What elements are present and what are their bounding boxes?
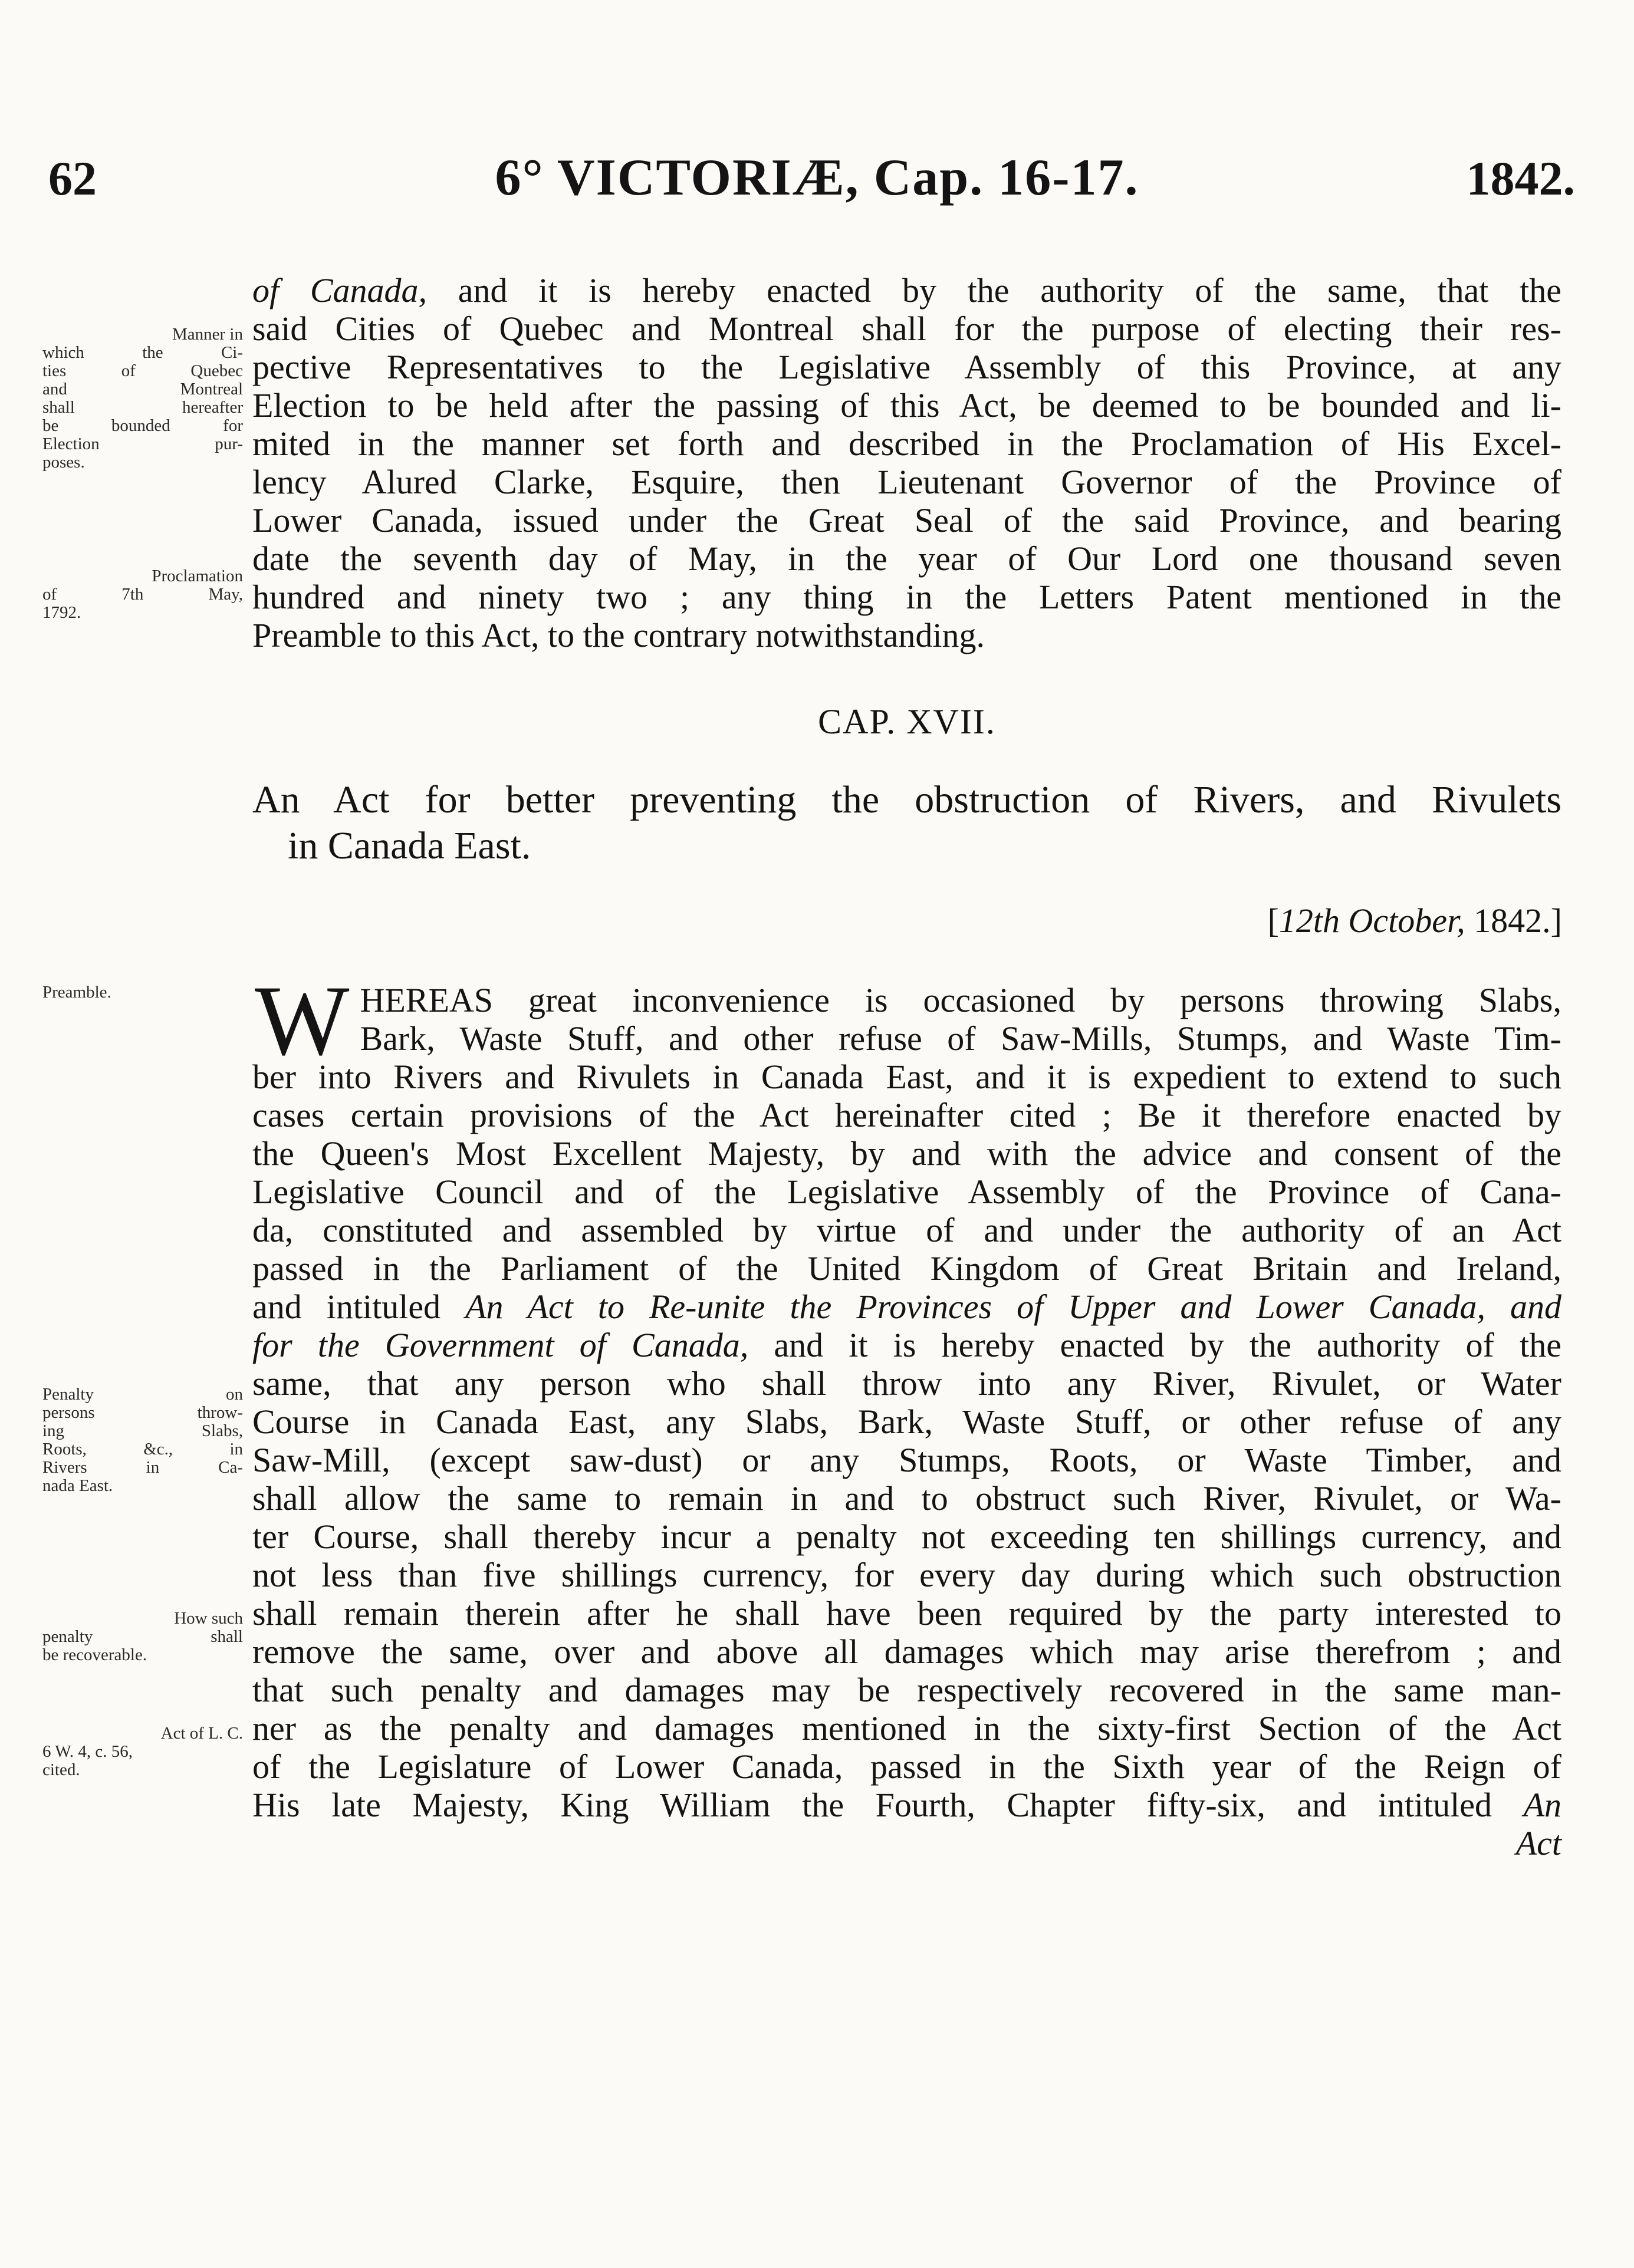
text-line: passed in the Parliament of the United Kingdom of Great Britain and Ireland, [252,1249,1561,1288]
text-line: da, constituted and assembled by virtue of and under the authority of an Act [252,1211,1561,1249]
text-line: Lower Canada, issued under the Great Seal of the said Province, and bearing [252,501,1561,539]
margin-note-preamble [42,983,243,1002]
text-line: said Cities of Quebec and Montreal shall for the purpose of electing their res- [252,310,1561,348]
act-title-line: An Act for better preventing the obstruction of Rivers, and Rivulets [252,778,1561,821]
margin-note-manner [42,325,243,472]
drop-cap: W [255,965,350,1076]
text-line: date the seventh day of May, in the year of Our Lord one thousand seven [252,539,1561,578]
margin-line: Roots, &c., in [42,1440,243,1459]
margin-line: cited. [42,1760,80,1779]
margin-line: ties of Quebec [42,361,243,380]
margin-line: Proclamation [152,567,243,585]
text-line: cases certain provisions of the Act hereinafter cited ; Be it therefore enacted by [252,1096,1561,1134]
margin-note-act-of [42,1724,243,1779]
text-line: His late Majesty, King William the Fourth, Chapter fifty-six, and intituled An [252,1786,1561,1824]
margin-line: Election pur- [42,434,243,453]
text-line: remove the same, over and above all damages which may arise therefrom ; and [252,1632,1561,1671]
margin-line: of 7th May, [42,585,243,604]
text-line: the Queen's Most Excellent Majesty, by and with the advice and consent of the [252,1134,1561,1173]
text-line: that such penalty and damages may be respectively recovered in the same man- [252,1671,1561,1709]
text-line: hundred and ninety two ; any thing in the Letters Patent mentioned in the [252,578,1561,616]
cap17-text [252,965,1561,1862]
margin-line: and Montreal [42,380,243,399]
margin-line: Rivers in Ca- [42,1458,243,1477]
margin-line: be recoverable. [42,1645,147,1664]
text-line: Course in Canada East, any Slabs, Bark, Waste Stuff, or other refuse of any [252,1403,1561,1441]
text-line: ner as the penalty and damages mentioned in the sixty-first Section of the Act [252,1709,1561,1747]
header-year: 1842. [1466,152,1575,205]
text-line: mited in the manner set forth and described in the Proclamation of His Excel- [252,424,1561,463]
text-line: lency Alured Clarke, Esquire, then Lieutenant Governor of the Province of [252,463,1561,501]
margin-line: Penalty on [42,1385,243,1404]
page-number: 62 [48,152,97,205]
margin-line: nada East. [42,1476,113,1495]
margin-line: Preamble. [42,983,111,1002]
chapter-heading: CAP. XVII. [818,702,996,741]
margin-note-proclamation [42,567,243,622]
act-title-line: in Canada East. [288,824,531,867]
text-line: ber into Rivers and Rivulets in Canada East, and it is expedient to extend to such [252,1058,1561,1096]
margin-note-penalty [42,1385,243,1495]
cap16-text [252,271,1561,654]
margin-note-how-such [42,1609,243,1664]
margin-line: How such [174,1609,243,1628]
catchword: Act [1515,1824,1561,1862]
text-line: HEREAS great inconvenience is occasioned by persons throwing Slabs, [360,981,1561,1019]
margin-line: shall hereafter [42,398,243,417]
text-line: Saw-Mill, (except saw-dust) or any Stumps, Roots, or Waste Timber, and [252,1441,1561,1479]
text-line: shall remain therein after he shall have been required by the party interested to [252,1594,1561,1632]
text-line: not less than five shillings currency, for every day during which such obstruction [252,1556,1561,1594]
act-title [252,777,1561,869]
margin-line: which the Ci- [42,343,243,362]
text-line: ter Course, shall thereby incur a penalty not exceeding ten shillings currency, and [252,1518,1561,1556]
text-line: pective Representatives to the Legislative Assembly of this Province, at any [252,348,1561,386]
margin-line: Act of L. C. [160,1724,243,1743]
margin-line: 1792. [42,603,81,622]
text-line: Bark, Waste Stuff, and other refuse of Saw-Mills, Stumps, and Waste Tim- [360,1019,1561,1058]
margin-line: 6 W. 4, c. 56, [42,1742,133,1761]
text-line: of Canada, and it is hereby enacted by the authority of the same, that the [252,271,1561,310]
margin-line: penalty shall [42,1627,243,1646]
text-line: and intituled An Act to Re-unite the Provinces of Upper and Lower Canada, and [252,1288,1561,1326]
margin-line: ing Slabs, [42,1421,243,1440]
running-title: 6° VICTORIÆ, Cap. 16-17. [495,149,1139,206]
text-line: same, that any person who shall throw into any River, Rivulet, or Water [252,1364,1561,1403]
text-line: of the Legislature of Lower Canada, passed in the Sixth year of the Reign of [252,1747,1561,1786]
margin-line: poses. [42,453,85,472]
margin-line: Manner in [172,325,243,344]
text-line: Preamble to this Act, to the contrary notwithstanding. [252,616,985,654]
act-date: [12th October, 1842.] [1267,901,1562,940]
text-line: shall allow the same to remain in and to obstruct such River, Rivulet, or Wa- [252,1479,1561,1518]
text-line: Election to be held after the passing of this Act, be deemed to be bounded and li- [252,386,1561,424]
margin-line: persons throw- [42,1403,243,1422]
text-line: Legislative Council and of the Legislative Assembly of the Province of Cana- [252,1173,1561,1211]
margin-line: be bounded for [42,416,243,435]
text-line: for the Government of Canada, and it is hereby enacted by the authority of the [252,1326,1561,1364]
